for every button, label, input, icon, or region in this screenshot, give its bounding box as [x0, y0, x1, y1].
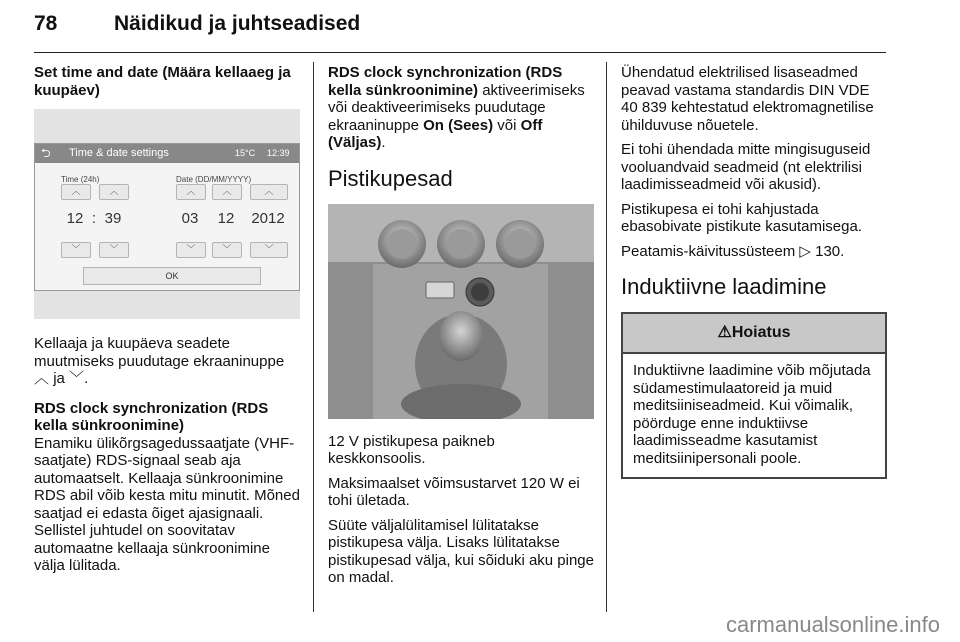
time-label: Time (24h) [61, 175, 100, 184]
outlet-ignition-note: Süüte väljalülitamisel lülitatakse pistikupesa välja. Lisaks lülitatakse pistikupesad välja, kui sõiduki aku pinge on madal. [328, 516, 594, 586]
settings-panel [34, 143, 300, 291]
stop-start-reference [621, 243, 887, 261]
rds-toggle-paragraph: RDS clock synchronization (RDS kella sünkroonimine) aktiveerimiseks või deaktiveerimiseks puudutage ekraaninuppe On (Sees) või Off (Väljas). [328, 64, 585, 151]
month-value: 12 [217, 210, 235, 227]
on-label: On (Sees) [423, 116, 494, 134]
page-header [34, 0, 886, 53]
warning-text: Induktiivne laadimine võib mõjutada südamestimulaatoreid ja muid meditsiiniseadmeid. Kui võimalik, pöörduge enne induktiivse laadimisseadme kasutamist meditsiinipersonali poole. [633, 362, 871, 467]
stop-start-page: 130. [815, 242, 845, 260]
section-heading-power-outlets: Pistikupesad [328, 165, 453, 191]
chapter-title: Näidikud ja juhtseadised [114, 12, 361, 35]
year-up-button [250, 184, 288, 200]
minute-up-button [99, 184, 129, 200]
chevron-up-icon: ︿ [186, 186, 196, 196]
column-divider [606, 62, 607, 612]
day-up-button [176, 184, 206, 200]
page-number: 78 [34, 12, 58, 35]
chevron-down-icon: ﹀ [69, 370, 85, 387]
back-arrow-icon: ⮌ [41, 146, 51, 160]
outlet-location: 12 V pistikupesa paikneb keskkonsoolis. [328, 432, 495, 467]
section-heading-time-date: Set time and date (Määra kellaaeg ja kuupäev) [34, 64, 291, 99]
rds-toggle-bold: RDS clock synchronization (RDS kella sünkroonimine) [328, 64, 563, 99]
panel-title-bar [35, 144, 299, 163]
warning-body [623, 354, 885, 477]
plug-damage-warning: Pistikupesa ei tohi kahjustada ebasobivate pistikute kasutamisega. [621, 200, 862, 235]
hour-up-button [61, 184, 91, 200]
settings-instruction: Kellaaja ja kuupäeva seadete muutmiseks puudutage ekraaninuppe ︿ ja ﹀. [34, 335, 285, 387]
settings-instruction-text: Kellaaja ja kuupäeva seadete muutmiseks puudutage ekraaninuppe [34, 335, 285, 370]
chevron-up-icon: ︿ [71, 186, 81, 196]
panel-title: Time & date settings [69, 147, 169, 159]
no-power-supply-warning: Ei tohi ühendada mitte mingisuguseid vooluandvaid seadmeid (nt elektrilisi laadimisseadmeid või akusid). [621, 141, 871, 193]
settings-instruction-and: ja [53, 370, 65, 387]
warning-triangle-icon: ⚠ [717, 324, 732, 341]
power-outlet-photo [328, 204, 594, 419]
chevron-up-icon: ︿ [109, 186, 119, 196]
temperature-readout: 15°C [235, 148, 256, 158]
column-2 [328, 64, 594, 594]
warning-header [623, 314, 885, 354]
time-colon: : [91, 210, 97, 227]
emc-requirement: Ühendatud elektrilised lisaseadmed peavad vastama standardis DIN VDE 40 839 kehtestatud elektromagnetilise ühilduvuse nõuetele. [621, 64, 874, 134]
minute-value: 39 [104, 210, 122, 227]
chevron-up-icon: ︿ [264, 186, 274, 196]
warning-title: Hoiatus [731, 324, 791, 341]
column-1 [34, 64, 300, 582]
day-value: 03 [181, 210, 199, 227]
chevron-down-icon: ﹀ [109, 244, 119, 254]
column-3 [621, 64, 887, 479]
stop-start-text: Peatamis-käivitussüsteem [621, 242, 796, 260]
outlet-max-power: Maksimaalset võimsustarvet 120 W ei tohi ületada. [328, 474, 580, 509]
ok-button: OK [83, 267, 261, 285]
rds-description: Enamiku ülikõrgsagedussaatjate (VHF-saatjate) RDS-signaal seab aja automaatselt. Kellaaja sünkroonimine RDS abil võib kesta mitu minutit. Mõned saatjad ei edasta õiget ajasignaali. Sellistel juhtudel on soovitatav automaatne kellaaja sünkroonimine välja lülitada. [34, 434, 300, 574]
chevron-down-icon: ﹀ [71, 244, 81, 254]
rds-toggle-text: aktiveerimiseks või deaktiveerimiseks puudutage ekraaninuppe [328, 81, 585, 134]
chevron-down-icon: ﹀ [222, 244, 232, 254]
watermark: carmanualsonline.info [725, 612, 940, 637]
center-console-illustration [328, 204, 594, 419]
date-label: Date (DD/MM/YYYY) [176, 175, 252, 184]
day-down-button [176, 242, 206, 258]
or-word: või [497, 116, 517, 134]
hour-down-button [61, 242, 91, 258]
off-label: Off (Väljas) [328, 116, 543, 151]
month-up-button [212, 184, 242, 200]
page-reference-icon: ▷ [799, 242, 811, 260]
minute-down-button [99, 242, 129, 258]
chevron-up-icon: ︿ [34, 370, 50, 387]
column-divider [313, 62, 314, 612]
warning-box [621, 312, 887, 479]
chevron-down-icon: ﹀ [264, 244, 274, 254]
month-down-button [212, 242, 242, 258]
time-date-settings-screen-figure [34, 109, 300, 319]
year-down-button [250, 242, 288, 258]
rds-heading: RDS clock synchronization (RDS kella sünkroonimine) [34, 399, 269, 434]
chevron-down-icon: ﹀ [186, 244, 196, 254]
clock-readout: 12:39 [267, 148, 290, 158]
section-heading-inductive-charging: Induktiivne laadimine [621, 274, 827, 299]
hour-value: 12 [66, 210, 84, 227]
year-value: 2012 [251, 210, 285, 227]
chevron-up-icon: ︿ [222, 186, 232, 196]
